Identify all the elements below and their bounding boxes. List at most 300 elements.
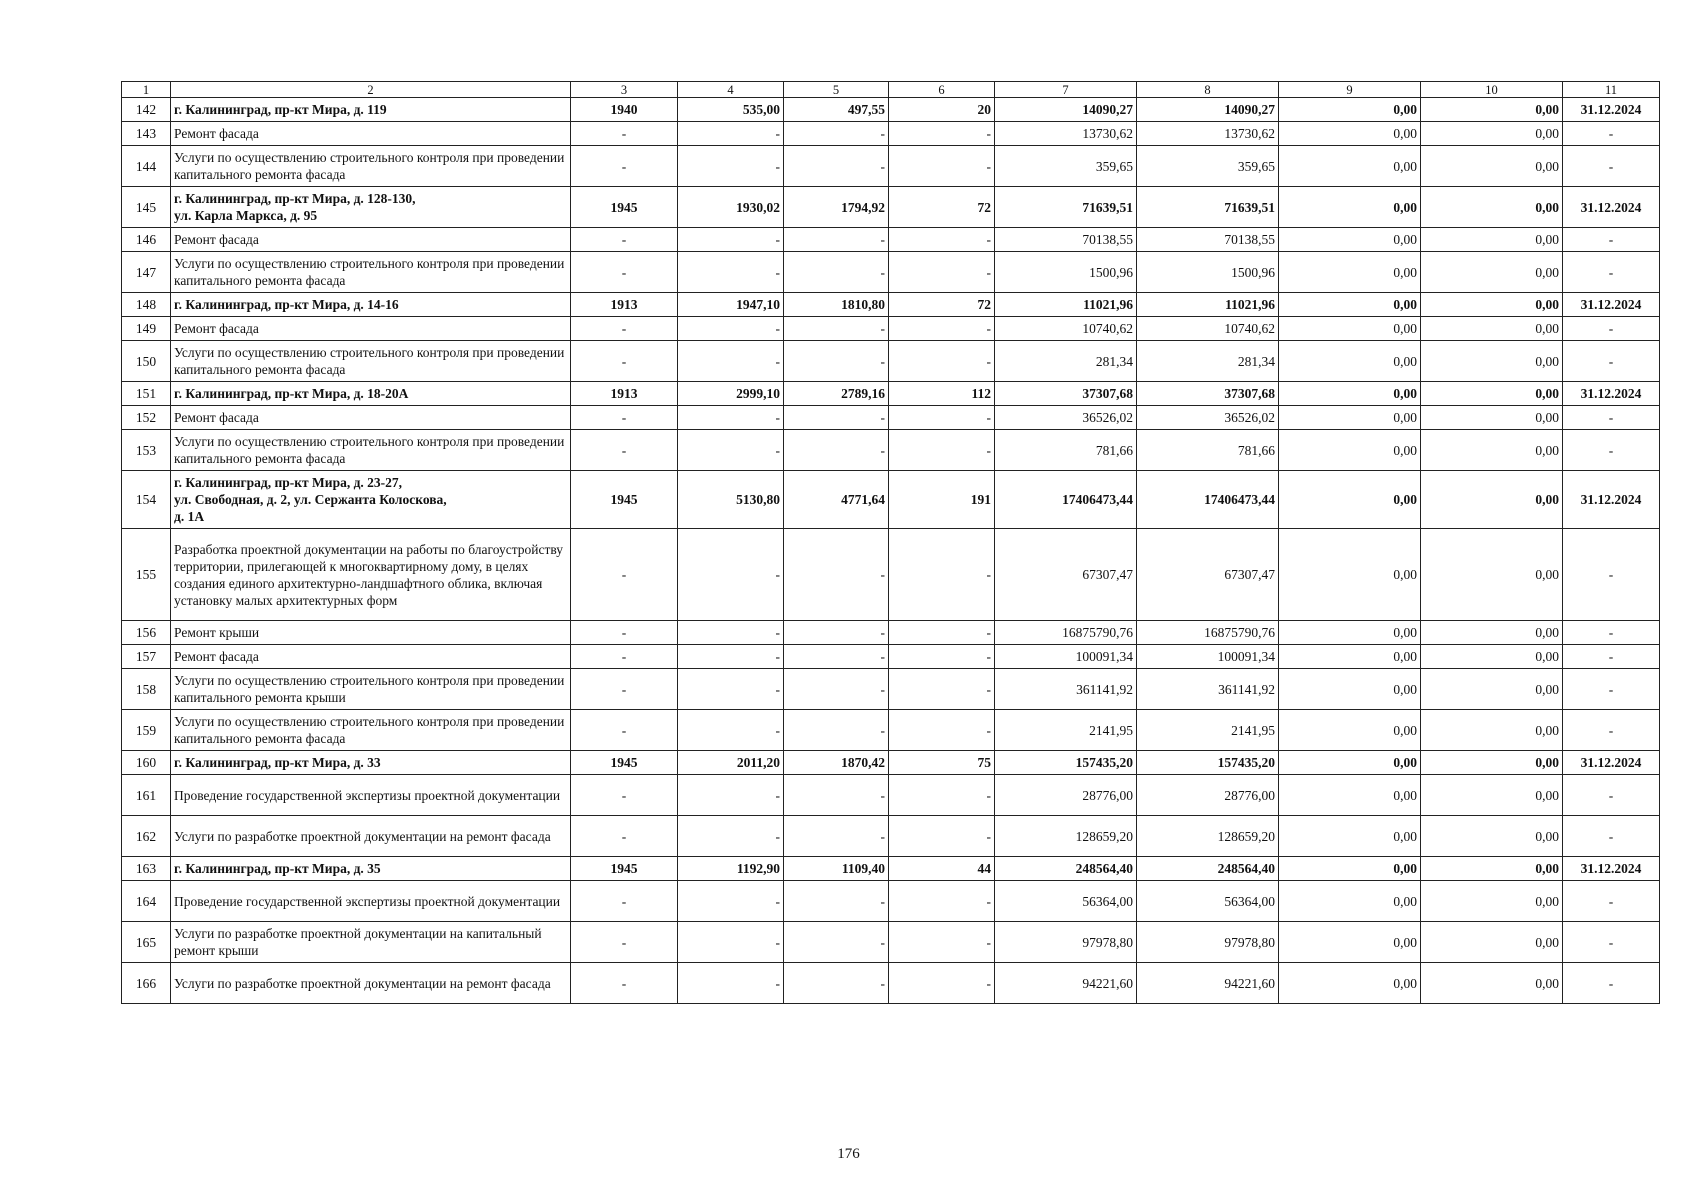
cell-row-number: 148 bbox=[122, 293, 171, 317]
cell-cost-fund: 28776,00 bbox=[1137, 775, 1279, 816]
cell-area-living: 1794,92 bbox=[784, 187, 889, 228]
data-table bbox=[121, 81, 1660, 1004]
cell-cost-total: 28776,00 bbox=[995, 775, 1137, 816]
cell-cost-budget: 0,00 bbox=[1279, 98, 1421, 122]
cell-description: г. Калининград, пр-кт Мира, д. 14-16 bbox=[171, 293, 571, 317]
cell-area-total: - bbox=[678, 710, 784, 751]
cell-completion-date: 31.12.2024 bbox=[1563, 382, 1660, 406]
cell-description: Проведение государственной экспертизы проектной документации bbox=[171, 881, 571, 922]
cell-cost-other: 0,00 bbox=[1421, 382, 1563, 406]
cell-description: Ремонт фасада bbox=[171, 645, 571, 669]
cell-cost-fund: 361141,92 bbox=[1137, 669, 1279, 710]
cell-cost-other: 0,00 bbox=[1421, 341, 1563, 382]
cell-row-number: 157 bbox=[122, 645, 171, 669]
cell-cost-fund: 1500,96 bbox=[1137, 252, 1279, 293]
table-row bbox=[122, 669, 1660, 710]
cell-description: Услуги по осуществлению строительного контроля при проведении капитального ремонта фасада bbox=[171, 710, 571, 751]
table-body bbox=[122, 82, 1660, 1004]
cell-completion-date: 31.12.2024 bbox=[1563, 857, 1660, 881]
cell-residents: - bbox=[889, 146, 995, 187]
table-row bbox=[122, 317, 1660, 341]
cell-row-number: 150 bbox=[122, 341, 171, 382]
cell-area-total: 1192,90 bbox=[678, 857, 784, 881]
cell-completion-date: - bbox=[1563, 252, 1660, 293]
cell-cost-other: 0,00 bbox=[1421, 187, 1563, 228]
cell-cost-budget: 0,00 bbox=[1279, 317, 1421, 341]
table-row bbox=[122, 228, 1660, 252]
cell-cost-total: 248564,40 bbox=[995, 857, 1137, 881]
cell-year: 1940 bbox=[571, 98, 678, 122]
cell-residents: 72 bbox=[889, 293, 995, 317]
cell-area-total: 2011,20 bbox=[678, 751, 784, 775]
cell-completion-date: - bbox=[1563, 146, 1660, 187]
cell-cost-budget: 0,00 bbox=[1279, 293, 1421, 317]
cell-cost-other: 0,00 bbox=[1421, 922, 1563, 963]
cell-cost-budget: 0,00 bbox=[1279, 341, 1421, 382]
column-header: 1 bbox=[122, 82, 171, 98]
cell-completion-date: - bbox=[1563, 341, 1660, 382]
table-row bbox=[122, 146, 1660, 187]
cell-cost-budget: 0,00 bbox=[1279, 621, 1421, 645]
cell-cost-other: 0,00 bbox=[1421, 317, 1563, 341]
cell-cost-total: 37307,68 bbox=[995, 382, 1137, 406]
table-row bbox=[122, 775, 1660, 816]
cell-cost-other: 0,00 bbox=[1421, 122, 1563, 146]
cell-year: 1913 bbox=[571, 293, 678, 317]
cell-area-living: 1810,80 bbox=[784, 293, 889, 317]
cell-cost-total: 36526,02 bbox=[995, 406, 1137, 430]
cell-area-total: 1947,10 bbox=[678, 293, 784, 317]
cell-residents: 44 bbox=[889, 857, 995, 881]
table-row bbox=[122, 293, 1660, 317]
cell-area-living: - bbox=[784, 146, 889, 187]
table-row bbox=[122, 963, 1660, 1004]
cell-year: - bbox=[571, 621, 678, 645]
cell-area-total: 1930,02 bbox=[678, 187, 784, 228]
cell-description: г. Калининград, пр-кт Мира, д. 128-130, ул. Карла Маркса, д. 95 bbox=[171, 187, 571, 228]
cell-cost-fund: 14090,27 bbox=[1137, 98, 1279, 122]
cell-cost-other: 0,00 bbox=[1421, 430, 1563, 471]
cell-year: - bbox=[571, 816, 678, 857]
cell-area-living: - bbox=[784, 529, 889, 621]
cell-area-living: - bbox=[784, 645, 889, 669]
cell-residents: - bbox=[889, 430, 995, 471]
cell-area-living: - bbox=[784, 228, 889, 252]
cell-cost-total: 14090,27 bbox=[995, 98, 1137, 122]
cell-area-total: - bbox=[678, 621, 784, 645]
cell-year: - bbox=[571, 341, 678, 382]
cell-description: Услуги по разработке проектной документации на капитальный ремонт крыши bbox=[171, 922, 571, 963]
cell-cost-total: 70138,55 bbox=[995, 228, 1137, 252]
cell-row-number: 151 bbox=[122, 382, 171, 406]
cell-cost-fund: 17406473,44 bbox=[1137, 471, 1279, 529]
cell-completion-date: - bbox=[1563, 775, 1660, 816]
cell-area-living: - bbox=[784, 252, 889, 293]
cell-residents: - bbox=[889, 228, 995, 252]
cell-completion-date: - bbox=[1563, 816, 1660, 857]
cell-cost-budget: 0,00 bbox=[1279, 430, 1421, 471]
cell-area-living: - bbox=[784, 621, 889, 645]
cell-area-total: - bbox=[678, 963, 784, 1004]
cell-area-total: - bbox=[678, 252, 784, 293]
cell-cost-total: 11021,96 bbox=[995, 293, 1137, 317]
cell-year: 1945 bbox=[571, 471, 678, 529]
cell-row-number: 154 bbox=[122, 471, 171, 529]
column-header: 10 bbox=[1421, 82, 1563, 98]
cell-row-number: 144 bbox=[122, 146, 171, 187]
cell-area-total: - bbox=[678, 775, 784, 816]
cell-residents: 112 bbox=[889, 382, 995, 406]
cell-year: - bbox=[571, 645, 678, 669]
cell-cost-other: 0,00 bbox=[1421, 471, 1563, 529]
cell-residents: - bbox=[889, 529, 995, 621]
cell-area-living: 1109,40 bbox=[784, 857, 889, 881]
cell-cost-other: 0,00 bbox=[1421, 406, 1563, 430]
cell-cost-total: 100091,34 bbox=[995, 645, 1137, 669]
cell-cost-fund: 781,66 bbox=[1137, 430, 1279, 471]
cell-cost-fund: 94221,60 bbox=[1137, 963, 1279, 1004]
cell-completion-date: - bbox=[1563, 317, 1660, 341]
cell-cost-other: 0,00 bbox=[1421, 621, 1563, 645]
table-row bbox=[122, 621, 1660, 645]
cell-area-living: 2789,16 bbox=[784, 382, 889, 406]
table-row bbox=[122, 751, 1660, 775]
cell-row-number: 153 bbox=[122, 430, 171, 471]
cell-completion-date: - bbox=[1563, 228, 1660, 252]
cell-residents: 191 bbox=[889, 471, 995, 529]
table-row bbox=[122, 98, 1660, 122]
cell-cost-fund: 13730,62 bbox=[1137, 122, 1279, 146]
cell-year: - bbox=[571, 529, 678, 621]
cell-residents: - bbox=[889, 881, 995, 922]
table-row bbox=[122, 341, 1660, 382]
cell-cost-total: 17406473,44 bbox=[995, 471, 1137, 529]
cell-cost-fund: 16875790,76 bbox=[1137, 621, 1279, 645]
cell-cost-other: 0,00 bbox=[1421, 751, 1563, 775]
cell-year: 1945 bbox=[571, 751, 678, 775]
cell-cost-budget: 0,00 bbox=[1279, 471, 1421, 529]
cell-description: Услуги по осуществлению строительного контроля при проведении капитального ремонта фасада bbox=[171, 252, 571, 293]
cell-area-total: - bbox=[678, 341, 784, 382]
cell-description: Ремонт фасада bbox=[171, 317, 571, 341]
table-row bbox=[122, 529, 1660, 621]
cell-year: - bbox=[571, 122, 678, 146]
cell-year: - bbox=[571, 775, 678, 816]
cell-completion-date: - bbox=[1563, 406, 1660, 430]
cell-description: Услуги по осуществлению строительного контроля при проведении капитального ремонта фасада bbox=[171, 341, 571, 382]
cell-cost-budget: 0,00 bbox=[1279, 775, 1421, 816]
cell-cost-budget: 0,00 bbox=[1279, 816, 1421, 857]
cell-cost-budget: 0,00 bbox=[1279, 751, 1421, 775]
cell-description: Услуги по разработке проектной документации на ремонт фасада bbox=[171, 816, 571, 857]
cell-row-number: 166 bbox=[122, 963, 171, 1004]
cell-cost-fund: 2141,95 bbox=[1137, 710, 1279, 751]
cell-completion-date: - bbox=[1563, 922, 1660, 963]
cell-cost-other: 0,00 bbox=[1421, 146, 1563, 187]
cell-row-number: 143 bbox=[122, 122, 171, 146]
cell-residents: 72 bbox=[889, 187, 995, 228]
cell-year: - bbox=[571, 406, 678, 430]
cell-row-number: 152 bbox=[122, 406, 171, 430]
cell-residents: - bbox=[889, 122, 995, 146]
cell-description: Услуги по разработке проектной документации на ремонт фасада bbox=[171, 963, 571, 1004]
cell-residents: - bbox=[889, 406, 995, 430]
cell-description: Ремонт крыши bbox=[171, 621, 571, 645]
cell-cost-budget: 0,00 bbox=[1279, 710, 1421, 751]
table-row bbox=[122, 645, 1660, 669]
cell-description: Разработка проектной документации на работы по благоустройству территории, прилегающей к многоквартирному дому, в целях создания единого архитектурно-ландшафтного облика, включая установку малых архитектурных форм bbox=[171, 529, 571, 621]
cell-cost-total: 359,65 bbox=[995, 146, 1137, 187]
cell-description: Проведение государственной экспертизы проектной документации bbox=[171, 775, 571, 816]
cell-description: Ремонт фасада bbox=[171, 228, 571, 252]
column-header: 8 bbox=[1137, 82, 1279, 98]
cell-cost-fund: 359,65 bbox=[1137, 146, 1279, 187]
cell-row-number: 160 bbox=[122, 751, 171, 775]
table-row bbox=[122, 406, 1660, 430]
cell-area-living: - bbox=[784, 341, 889, 382]
cell-year: 1945 bbox=[571, 857, 678, 881]
cell-description: Услуги по осуществлению строительного контроля при проведении капитального ремонта крыши bbox=[171, 669, 571, 710]
cell-cost-total: 281,34 bbox=[995, 341, 1137, 382]
cell-area-living: - bbox=[784, 881, 889, 922]
cell-cost-fund: 100091,34 bbox=[1137, 645, 1279, 669]
table-row bbox=[122, 252, 1660, 293]
cell-description: г. Калининград, пр-кт Мира, д. 119 bbox=[171, 98, 571, 122]
column-header: 5 bbox=[784, 82, 889, 98]
cell-cost-fund: 37307,68 bbox=[1137, 382, 1279, 406]
cell-cost-budget: 0,00 bbox=[1279, 406, 1421, 430]
cell-area-living: 1870,42 bbox=[784, 751, 889, 775]
cell-cost-total: 1500,96 bbox=[995, 252, 1137, 293]
cell-description: г. Калининград, пр-кт Мира, д. 23-27, ул. Свободная, д. 2, ул. Сержанта Колоскова, д. 1А bbox=[171, 471, 571, 529]
cell-area-total: - bbox=[678, 317, 784, 341]
cell-area-total: - bbox=[678, 922, 784, 963]
cell-cost-total: 781,66 bbox=[995, 430, 1137, 471]
cell-area-living: - bbox=[784, 922, 889, 963]
cell-cost-budget: 0,00 bbox=[1279, 252, 1421, 293]
cell-description: г. Калининград, пр-кт Мира, д. 33 bbox=[171, 751, 571, 775]
cell-year: 1913 bbox=[571, 382, 678, 406]
cell-row-number: 149 bbox=[122, 317, 171, 341]
cell-cost-budget: 0,00 bbox=[1279, 146, 1421, 187]
cell-cost-fund: 97978,80 bbox=[1137, 922, 1279, 963]
cell-completion-date: - bbox=[1563, 881, 1660, 922]
cell-description: Ремонт фасада bbox=[171, 122, 571, 146]
cell-residents: 20 bbox=[889, 98, 995, 122]
cell-residents: - bbox=[889, 317, 995, 341]
cell-completion-date: - bbox=[1563, 710, 1660, 751]
cell-description: г. Калининград, пр-кт Мира, д. 35 bbox=[171, 857, 571, 881]
cell-cost-total: 361141,92 bbox=[995, 669, 1137, 710]
table-row bbox=[122, 122, 1660, 146]
cell-residents: - bbox=[889, 710, 995, 751]
cell-cost-total: 2141,95 bbox=[995, 710, 1137, 751]
cell-cost-total: 10740,62 bbox=[995, 317, 1137, 341]
cell-completion-date: 31.12.2024 bbox=[1563, 293, 1660, 317]
cell-area-living: - bbox=[784, 963, 889, 1004]
cell-row-number: 163 bbox=[122, 857, 171, 881]
cell-cost-other: 0,00 bbox=[1421, 98, 1563, 122]
table-row bbox=[122, 922, 1660, 963]
cell-cost-other: 0,00 bbox=[1421, 529, 1563, 621]
table-row bbox=[122, 430, 1660, 471]
column-header: 11 bbox=[1563, 82, 1660, 98]
cell-residents: - bbox=[889, 922, 995, 963]
cell-cost-budget: 0,00 bbox=[1279, 857, 1421, 881]
cell-completion-date: - bbox=[1563, 122, 1660, 146]
cell-cost-other: 0,00 bbox=[1421, 228, 1563, 252]
cell-area-living: - bbox=[784, 669, 889, 710]
cell-description: Услуги по осуществлению строительного контроля при проведении капитального ремонта фасада bbox=[171, 146, 571, 187]
cell-cost-other: 0,00 bbox=[1421, 252, 1563, 293]
cell-cost-fund: 11021,96 bbox=[1137, 293, 1279, 317]
cell-area-total: 5130,80 bbox=[678, 471, 784, 529]
cell-cost-other: 0,00 bbox=[1421, 881, 1563, 922]
cell-year: - bbox=[571, 146, 678, 187]
cell-cost-total: 56364,00 bbox=[995, 881, 1137, 922]
cell-cost-fund: 70138,55 bbox=[1137, 228, 1279, 252]
cell-cost-total: 71639,51 bbox=[995, 187, 1137, 228]
table-row bbox=[122, 881, 1660, 922]
cell-row-number: 159 bbox=[122, 710, 171, 751]
cell-area-total: - bbox=[678, 816, 784, 857]
cell-row-number: 155 bbox=[122, 529, 171, 621]
cell-cost-fund: 56364,00 bbox=[1137, 881, 1279, 922]
header-row bbox=[122, 82, 1660, 98]
cell-row-number: 161 bbox=[122, 775, 171, 816]
cell-area-living: - bbox=[784, 317, 889, 341]
cell-area-total: - bbox=[678, 529, 784, 621]
cell-row-number: 164 bbox=[122, 881, 171, 922]
cell-completion-date: 31.12.2024 bbox=[1563, 98, 1660, 122]
cell-area-total: - bbox=[678, 881, 784, 922]
cell-area-total: - bbox=[678, 645, 784, 669]
cell-cost-budget: 0,00 bbox=[1279, 645, 1421, 669]
cell-residents: - bbox=[889, 621, 995, 645]
cell-cost-budget: 0,00 bbox=[1279, 228, 1421, 252]
cell-year: - bbox=[571, 228, 678, 252]
cell-cost-total: 128659,20 bbox=[995, 816, 1137, 857]
cell-year: - bbox=[571, 669, 678, 710]
cell-cost-other: 0,00 bbox=[1421, 669, 1563, 710]
cell-area-living: - bbox=[784, 430, 889, 471]
cell-year: - bbox=[571, 430, 678, 471]
cell-row-number: 156 bbox=[122, 621, 171, 645]
cell-completion-date: 31.12.2024 bbox=[1563, 187, 1660, 228]
cell-residents: - bbox=[889, 775, 995, 816]
cell-area-living: - bbox=[784, 816, 889, 857]
column-header: 7 bbox=[995, 82, 1137, 98]
cell-area-total: 2999,10 bbox=[678, 382, 784, 406]
cell-cost-other: 0,00 bbox=[1421, 775, 1563, 816]
cell-area-total: 535,00 bbox=[678, 98, 784, 122]
cell-cost-budget: 0,00 bbox=[1279, 963, 1421, 1004]
cell-year: - bbox=[571, 963, 678, 1004]
cell-completion-date: 31.12.2024 bbox=[1563, 751, 1660, 775]
cell-row-number: 142 bbox=[122, 98, 171, 122]
cell-year: - bbox=[571, 710, 678, 751]
cell-cost-fund: 67307,47 bbox=[1137, 529, 1279, 621]
cell-area-living: - bbox=[784, 406, 889, 430]
cell-cost-fund: 36526,02 bbox=[1137, 406, 1279, 430]
cell-cost-budget: 0,00 bbox=[1279, 669, 1421, 710]
cell-cost-other: 0,00 bbox=[1421, 293, 1563, 317]
cell-area-living: 497,55 bbox=[784, 98, 889, 122]
column-header: 4 bbox=[678, 82, 784, 98]
cell-cost-total: 67307,47 bbox=[995, 529, 1137, 621]
cell-area-living: - bbox=[784, 122, 889, 146]
page-number: 176 bbox=[837, 1146, 860, 1162]
cell-row-number: 146 bbox=[122, 228, 171, 252]
cell-area-total: - bbox=[678, 669, 784, 710]
cell-area-total: - bbox=[678, 430, 784, 471]
cell-residents: - bbox=[889, 645, 995, 669]
cell-description: Услуги по осуществлению строительного контроля при проведении капитального ремонта фасада bbox=[171, 430, 571, 471]
cell-cost-budget: 0,00 bbox=[1279, 122, 1421, 146]
cell-residents: - bbox=[889, 669, 995, 710]
cell-completion-date: - bbox=[1563, 430, 1660, 471]
cell-area-total: - bbox=[678, 228, 784, 252]
column-header: 2 bbox=[171, 82, 571, 98]
cell-completion-date: - bbox=[1563, 621, 1660, 645]
cell-cost-budget: 0,00 bbox=[1279, 187, 1421, 228]
cell-row-number: 158 bbox=[122, 669, 171, 710]
column-header: 3 bbox=[571, 82, 678, 98]
cell-description: Ремонт фасада bbox=[171, 406, 571, 430]
cell-cost-budget: 0,00 bbox=[1279, 922, 1421, 963]
cell-year: - bbox=[571, 922, 678, 963]
cell-residents: - bbox=[889, 341, 995, 382]
cell-cost-other: 0,00 bbox=[1421, 816, 1563, 857]
cell-row-number: 165 bbox=[122, 922, 171, 963]
cell-cost-total: 157435,20 bbox=[995, 751, 1137, 775]
cell-completion-date: - bbox=[1563, 963, 1660, 1004]
cell-cost-other: 0,00 bbox=[1421, 857, 1563, 881]
cell-cost-total: 97978,80 bbox=[995, 922, 1137, 963]
table-row bbox=[122, 471, 1660, 529]
cell-cost-fund: 157435,20 bbox=[1137, 751, 1279, 775]
cell-cost-budget: 0,00 bbox=[1279, 881, 1421, 922]
cell-completion-date: - bbox=[1563, 645, 1660, 669]
cell-cost-fund: 71639,51 bbox=[1137, 187, 1279, 228]
cell-description: г. Калининград, пр-кт Мира, д. 18-20А bbox=[171, 382, 571, 406]
cell-cost-other: 0,00 bbox=[1421, 963, 1563, 1004]
cell-row-number: 145 bbox=[122, 187, 171, 228]
cell-area-living: - bbox=[784, 775, 889, 816]
cell-year: - bbox=[571, 881, 678, 922]
column-header: 6 bbox=[889, 82, 995, 98]
cell-cost-other: 0,00 bbox=[1421, 710, 1563, 751]
cell-cost-fund: 248564,40 bbox=[1137, 857, 1279, 881]
column-header: 9 bbox=[1279, 82, 1421, 98]
table-row bbox=[122, 857, 1660, 881]
cell-cost-total: 16875790,76 bbox=[995, 621, 1137, 645]
cell-area-total: - bbox=[678, 122, 784, 146]
cell-area-total: - bbox=[678, 146, 784, 187]
cell-cost-other: 0,00 bbox=[1421, 645, 1563, 669]
cell-completion-date: 31.12.2024 bbox=[1563, 471, 1660, 529]
cell-area-living: - bbox=[784, 710, 889, 751]
cell-cost-budget: 0,00 bbox=[1279, 382, 1421, 406]
cell-year: - bbox=[571, 317, 678, 341]
cell-year: 1945 bbox=[571, 187, 678, 228]
cell-cost-fund: 10740,62 bbox=[1137, 317, 1279, 341]
cell-residents: - bbox=[889, 816, 995, 857]
table-row bbox=[122, 187, 1660, 228]
cell-area-total: - bbox=[678, 406, 784, 430]
cell-residents: 75 bbox=[889, 751, 995, 775]
cell-residents: - bbox=[889, 963, 995, 1004]
